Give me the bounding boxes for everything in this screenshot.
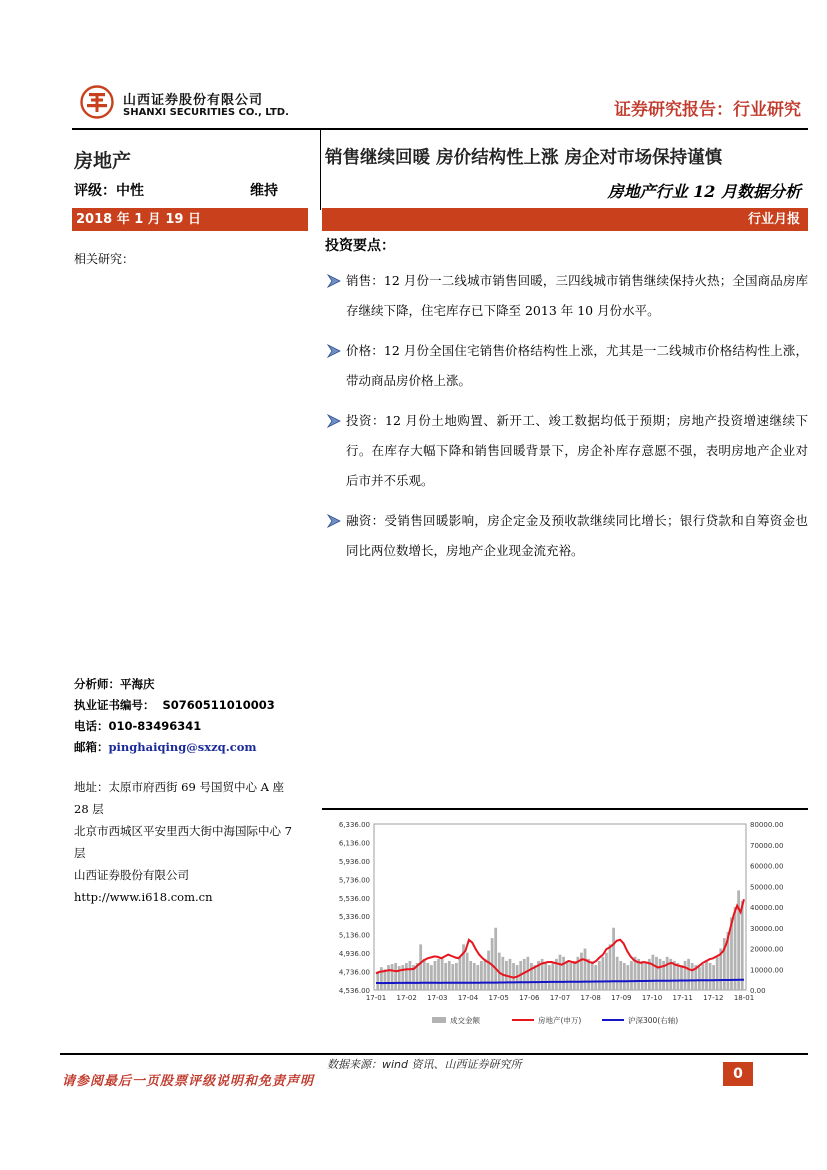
right-tick-label: 40000.00 [750, 904, 784, 912]
volume-bar [591, 963, 594, 990]
list-item [322, 506, 808, 566]
arrow-bullet-icon [322, 506, 346, 528]
disclaimer-note: 请参阅最后一页股票评级说明和免责声明 [62, 1074, 315, 1089]
company-name-cn: 山西证券股份有限公司 [123, 93, 264, 108]
volume-bar [680, 965, 683, 990]
volume-bar [426, 963, 429, 990]
right-tick-label: 0.00 [750, 987, 766, 995]
chart [322, 810, 808, 1050]
address-line: 山西证券股份有限公司 [74, 868, 189, 882]
volume-bar [480, 961, 483, 990]
volume-bar [509, 959, 512, 990]
left-tick-label: 5,536.00 [338, 894, 370, 903]
volume-bar [384, 969, 387, 990]
arrow-bullet-icon [322, 266, 346, 288]
volume-bar [652, 955, 655, 990]
x-tick-label: 17-01 [365, 994, 387, 1002]
volume-bar [544, 963, 547, 990]
volume-bar [405, 963, 408, 990]
company-name-en: SHANXI SECURITIES CO., LTD. [123, 107, 289, 118]
volume-bar [487, 951, 490, 990]
header-divider [72, 128, 808, 130]
volume-bar [677, 963, 680, 990]
rating-label: 评级：中性 [74, 183, 144, 199]
volume-bar [687, 959, 690, 990]
volume-bar [691, 963, 694, 990]
x-tick-label: 17-10 [641, 994, 663, 1002]
volume-bar [562, 957, 565, 990]
report-subtitle: 房地产行业 12 月数据分析 [607, 182, 801, 201]
x-tick-label: 17-08 [580, 994, 601, 1002]
x-tick-label: 17-11 [672, 994, 693, 1002]
volume-bar [437, 959, 440, 990]
volume-bar [551, 963, 554, 990]
arrow-bullet-icon [322, 336, 346, 358]
volume-bar [459, 957, 462, 990]
x-tick-label: 18-01 [733, 994, 755, 1002]
analyst-cert: 执业证书编号： S0760511010003 [74, 698, 275, 712]
report-type: 证券研究报告：行业研究 [614, 100, 801, 120]
volume-bar [430, 965, 433, 990]
right-tick-label: 50000.00 [750, 883, 784, 892]
volume-bar [448, 961, 451, 990]
volume-bar [709, 963, 712, 990]
volume-bar [573, 961, 576, 990]
volume-bar [705, 961, 708, 990]
volume-bar [394, 963, 397, 990]
volume-bar [623, 963, 626, 990]
address-line: 地址：太原市府西街 69 号国贸中心 A 座 28 层 [74, 780, 285, 816]
volume-bar [630, 961, 633, 990]
chart-source: 数据来源：wind 资讯、山西证券研究所 [327, 1058, 522, 1071]
list-item [322, 336, 808, 396]
volume-bar [598, 961, 601, 990]
volume-bar [451, 964, 454, 990]
volume-bar [391, 964, 394, 990]
volume-bar [619, 961, 622, 990]
website-link[interactable]: http://www.i618.com.cn [74, 890, 213, 904]
volume-bar [441, 957, 444, 990]
volume-bar [702, 964, 705, 990]
x-tick-label: 17-12 [703, 994, 724, 1002]
bullet-text: 销售：12 月份一二线城市销售回暖，三四线城市销售继续保持火热；全国商品房库存继续下降，住宅库存已下降至 2013 年 10 月份水平。 [346, 273, 808, 318]
volume-bar [434, 961, 437, 990]
arrow-bullet-icon [322, 406, 346, 428]
volume-bar [534, 965, 537, 990]
volume-bar [409, 961, 412, 990]
volume-bar [566, 961, 569, 990]
volume-bar [584, 949, 587, 991]
related-research-label: 相关研究： [74, 252, 135, 266]
volume-bar [712, 965, 715, 990]
right-tick-label: 20000.00 [750, 945, 784, 954]
volume-bar [484, 959, 487, 990]
legend-label: 房地产(申万) [538, 1016, 582, 1025]
volume-bar [698, 967, 701, 990]
email-link[interactable]: pinghaiqing@sxzq.com [108, 740, 257, 754]
volume-bar [641, 961, 644, 990]
legend-swatch [432, 1017, 446, 1023]
x-tick-label: 17-04 [457, 994, 479, 1002]
analyst-email: 邮箱：pinghaiqing@sxzq.com [74, 740, 257, 754]
volume-bar [444, 963, 447, 990]
volume-bar [666, 957, 669, 990]
volume-bar [473, 963, 476, 990]
volume-bar [469, 961, 472, 990]
left-tick-label: 4,936.00 [338, 950, 370, 959]
left-tick-label: 5,736.00 [338, 876, 370, 885]
volume-bar [494, 928, 497, 990]
report-headline: 销售继续回暖 房价结构性上涨 房企对市场保持谨慎 [325, 148, 723, 168]
volume-bar [594, 965, 597, 990]
volume-bar [684, 961, 687, 990]
right-tick-label: 30000.00 [750, 924, 784, 933]
volume-bar [741, 901, 744, 990]
bullet-text: 融资：受销售回暖影响，房企定金及预收款继续同比增长；银行贷款和自筹资金也同比两位数增长，房地产企业现金流充裕。 [346, 513, 808, 558]
right-tick-label: 10000.00 [750, 966, 784, 975]
analyst-name: 分析师：平海庆 [74, 677, 155, 691]
bullet-text: 价格：12 月份全国住宅销售价格结构性上涨，尤其是一二线城市价格结构性上涨，带动商品房价格上涨。 [346, 343, 808, 388]
volume-bar [644, 963, 647, 990]
page-number: 0 [723, 1062, 753, 1086]
legend-label: 成交金额 [450, 1016, 480, 1025]
list-item [322, 406, 808, 496]
column-divider [320, 130, 321, 210]
volume-bar [605, 953, 608, 990]
x-tick-label: 17-05 [488, 994, 509, 1002]
volume-bar [616, 957, 619, 990]
chart-container [322, 808, 808, 1056]
volume-bar [423, 959, 426, 990]
volume-bar [387, 965, 390, 990]
volume-bar [655, 957, 658, 990]
legend-label: 沪深300(右轴) [628, 1016, 679, 1025]
rating-change: 维持 [250, 183, 278, 199]
footer-divider [60, 1053, 808, 1055]
analyst-phone: 电话：010-83496341 [74, 719, 202, 733]
right-tick-label: 60000.00 [750, 862, 784, 871]
volume-bar [548, 965, 551, 990]
x-tick-label: 17-03 [427, 994, 448, 1002]
company-logo-icon [80, 85, 114, 119]
volume-bar [559, 955, 562, 990]
left-tick-label: 6,136.00 [338, 839, 370, 848]
left-tick-label: 5,136.00 [338, 931, 370, 940]
volume-bar [659, 959, 662, 990]
x-tick-label: 17-02 [396, 994, 417, 1002]
right-tick-label: 80000.00 [750, 821, 784, 829]
key-points-title: 投资要点： [325, 238, 395, 254]
volume-bar [530, 963, 533, 990]
volume-bar [526, 957, 529, 990]
right-tick-label: 70000.00 [750, 841, 784, 850]
list-item [322, 266, 808, 326]
volume-bar [466, 953, 469, 990]
left-tick-label: 6,336.00 [338, 821, 370, 829]
left-tick-label: 5,936.00 [338, 857, 370, 866]
volume-bar [716, 957, 719, 990]
left-tick-label: 5,336.00 [338, 913, 370, 922]
left-tick-label: 4,736.00 [338, 968, 370, 977]
volume-bar [476, 965, 479, 990]
volume-bar [569, 963, 572, 990]
x-tick-label: 17-09 [611, 994, 632, 1002]
volume-bar [734, 907, 737, 990]
analyst-info [74, 674, 275, 758]
report-kind-bar: 行业月报 [322, 208, 808, 231]
volume-bar [455, 963, 458, 990]
key-points-list [322, 266, 808, 576]
volume-bar [626, 965, 629, 990]
address-line: 北京市西城区平安里西大街中海国际中心 7 层 [74, 824, 292, 860]
volume-bar [587, 959, 590, 990]
left-tick-label: 4,536.00 [338, 987, 370, 995]
volume-bar [601, 957, 604, 990]
sector-title: 房地产 [74, 150, 132, 172]
bullet-text: 投资：12 月份土地购置、新开工、竣工数据均低于预期；房地产投资增速继续下行。在库存大幅下降和销售回暖背景下，房企补库存意愿不强，表明房地产企业对后市并不乐观。 [346, 413, 808, 488]
volume-bar [609, 944, 612, 990]
date-bar: 2018 年 1 月 19 日 [72, 208, 308, 231]
x-tick-label: 17-06 [519, 994, 540, 1002]
address-block [74, 776, 296, 908]
x-tick-label: 17-07 [549, 994, 571, 1002]
